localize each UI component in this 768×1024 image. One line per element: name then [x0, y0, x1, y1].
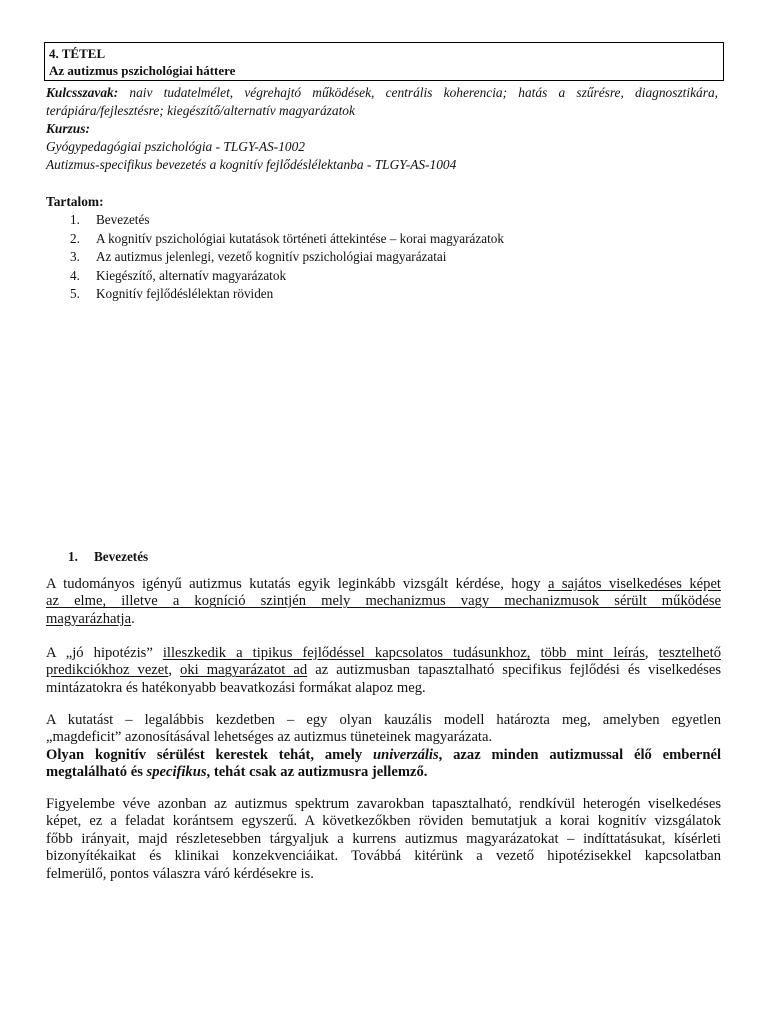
paragraph-4: Figyelembe véve azonban az autizmus spektrum zavarokban tapasztalható, rendkívül heterogén viselkedéses képet, ez a feladat korántsem egyszerű. A következőkben röviden bemutatjuk a korai kognitív vizsgálatok főbb irányait, majd részletesebben tárgyaljuk a kurrens autizmus magyarázatokat – indíttatásukat, kísérleti bizonyítékaikat és klinikai konzekvenciáikat. Továbbá kitérünk a vezető hipotézisekkel kapcsolatban felmerülő, pontos válaszra váró kérdésekre is.: [46, 796, 721, 882]
course-2: Autizmus-specifikus bevezetés a kognitív fejlődéslélektanba - TLGY-AS-1004: [46, 157, 457, 172]
table-of-contents: [70, 211, 504, 304]
title-box: [44, 42, 724, 81]
toc-item: 4. Kiegészítő, alternatív magyarázatok: [70, 267, 287, 283]
toc-item: 1. Bevezetés: [70, 212, 150, 227]
toc-item: 3. Az autizmus jelenlegi, vezető kognitív pszichológiai magyarázatai: [70, 249, 447, 265]
course-label: Kurzus:: [46, 121, 90, 136]
contents-label: Tartalom:: [46, 194, 104, 209]
paragraph-1: A tudományos igényű autizmus kutatás egyik leginkább vizsgált kérdése, hogy a sajátos viselkedéses képet az elme, illetve a kogníció szintjén mely mechanizmus vagy mechanizmusok sérült működése magyarázhatja.: [46, 576, 721, 627]
tetel-number: 4. TÉTEL: [49, 46, 106, 61]
keywords-text-2: terápiára/fejlesztésre; kiegészítő/alternatív magyarázatok: [46, 103, 355, 118]
course-1: Gyógypedagógiai pszichológia - TLGY-AS-1002: [46, 139, 305, 154]
page-title: Az autizmus pszichológiai háttere: [49, 63, 236, 78]
keywords-label: Kulcsszavak:: [46, 85, 119, 100]
keywords-line-1: [46, 84, 718, 102]
toc-item: 2. A kognitív pszichológiai kutatások történeti áttekintése – korai magyarázatok: [70, 230, 504, 246]
section-heading: 1. Bevezetés: [68, 549, 149, 564]
paragraph-2: A „jó hipotézis” illeszkedik a tipikus fejlődéssel kapcsolatos tudásunkhoz, több mint leírás, tesztelhető predikciókhoz vezet, oki magyarázatot ad az autizmusban tapasztalható specifikus fejlődési és viselkedéses mintázatokra és hatékonyabb beavatkozási formákat alapoz meg.: [46, 645, 722, 696]
toc-item: 5. Kognitív fejlődéslélektan röviden: [70, 286, 274, 302]
keywords-text-1: naiv tudatelmélet, végrehajtó működések, centrális koherencia; hatás a szűrésre, diagnosztikára,: [129, 85, 718, 100]
paragraph-3: A kutatást – legalábbis kezdetben – egy olyan kauzális modell határozta meg, amelyben egyetlen „magdeficit” azonosításával lehetséges az autizmus tüneteinek magyarázata. Olyan kognitív sérülést kerestek tehát, amely univerzális, azaz minden autizmussal élő embernél megtalálható és specifikus, tehát csak az autizmusra jellemző.: [46, 712, 721, 781]
